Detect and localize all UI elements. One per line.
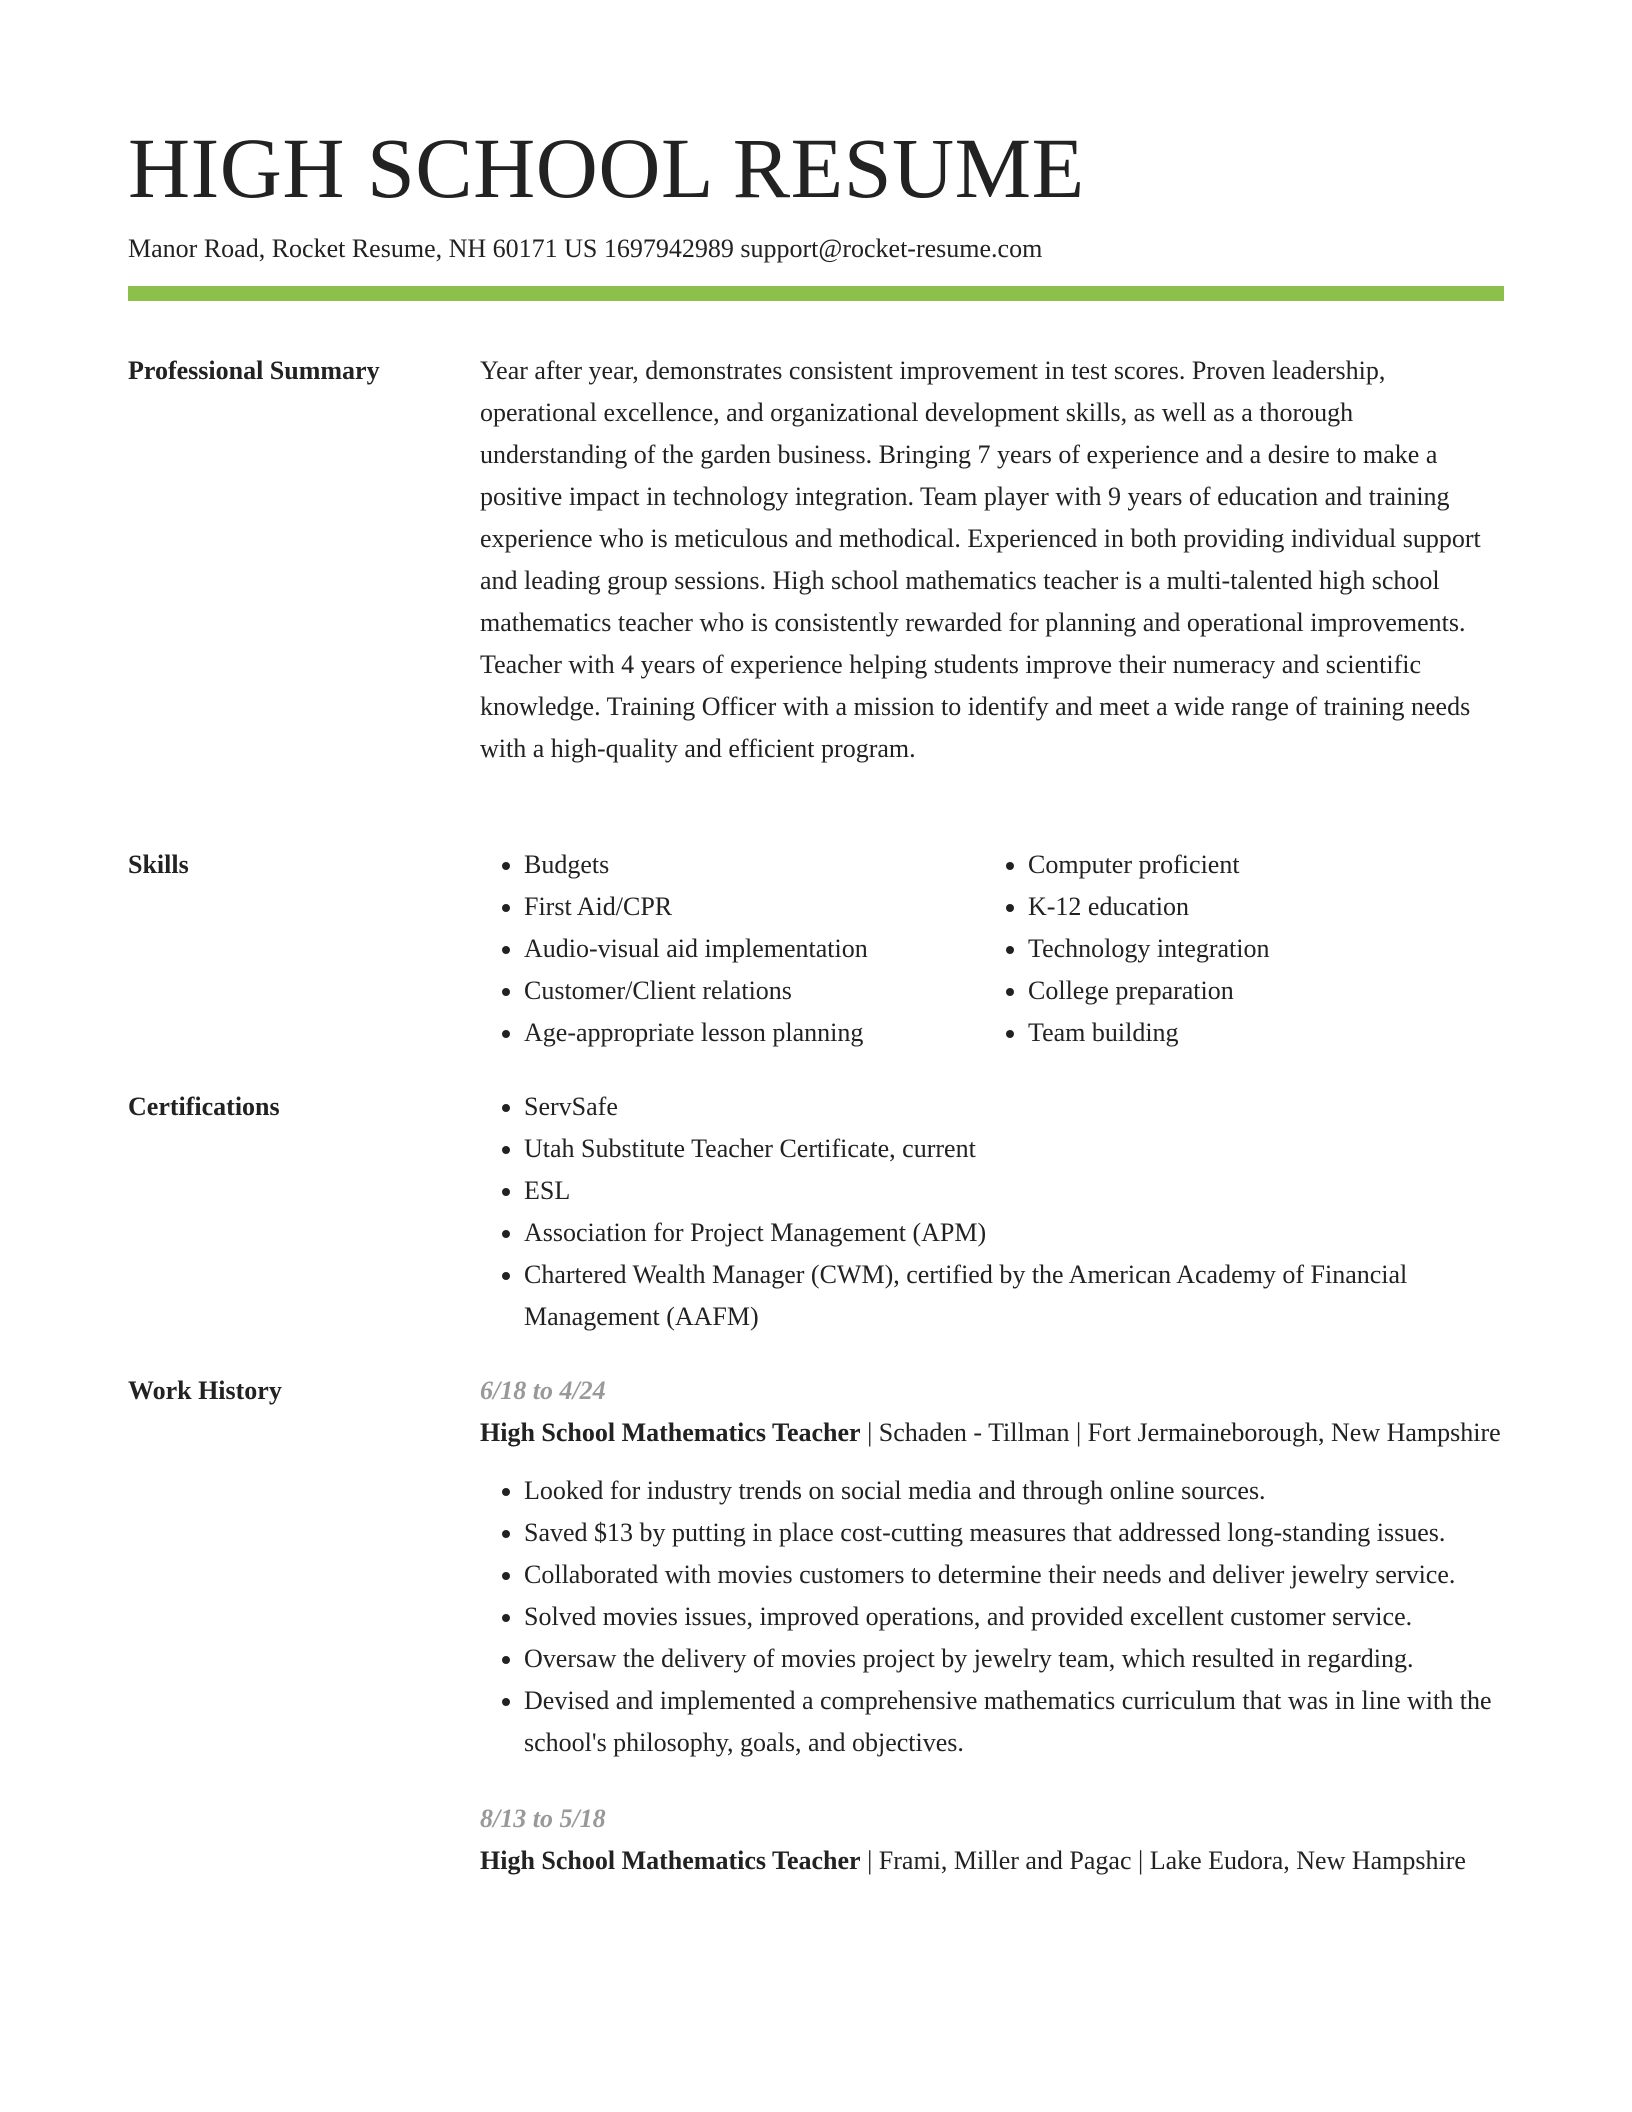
skill-item: • Audio-visual aid implementation [524,928,984,970]
skill-item: • Age-appropriate lesson planning [524,1012,984,1054]
skills-right-list [984,844,1488,1054]
skill-item: • Technology integration [1028,928,1488,970]
contact-line: Manor Road, Rocket Resume, NH 60171 US 1697942989 support@rocket-resume.com [128,234,1043,263]
skills-left-list [480,844,984,1054]
certification-item: • Utah Substitute Teacher Certificate, current [524,1128,1504,1170]
job-entry [480,1370,1504,1764]
job-heading [480,1412,1504,1454]
work-history-body [480,1370,1504,1882]
skills-heading: Skills [128,850,189,879]
job-heading [480,1840,1504,1882]
certification-item: • ESL [524,1170,1504,1212]
job-bullet: • Saved $13 by putting in place cost-cutting measures that addressed long-standing issues. [524,1512,1504,1554]
job-bullets [480,1470,1504,1764]
certifications-section [128,1086,1504,1340]
certifications-heading: Certifications [128,1092,280,1121]
skill-item: • Computer proficient [1028,844,1488,886]
professional-summary-text: Year after year, demonstrates consistent improvement in test scores. Proven leadership, operational excellence, and organizational development skills, as well as a thorough understanding of the garden business. Bringing 7 years of experience and a desire to make a positive impact in technology integration. Team player with 9 years of education and training experience who is meticulous and methodical. Experienced in both providing individual support and leading group sessions. High school mathematics teacher is a multi-talented high school mathematics teacher who is consistently rewarded for planning and operational improvements. Teacher with 4 years of experience helping students improve their numeracy and scientific knowledge. Training Officer with a mission to identify and meet a wide range of training needs with a high-quality and efficient program. [480,356,1481,763]
job-bullet: • Devised and implemented a comprehensive mathematics curriculum that was in line with the school's philosophy, goals, and objectives. [524,1680,1504,1764]
resume-header [128,118,1504,266]
resume-title: HIGH SCHOOL RESUME [128,120,1085,216]
professional-summary-heading: Professional Summary [128,356,380,385]
skill-item: • Budgets [524,844,984,886]
skills-section [128,844,1504,1056]
job-bullet: • Looked for industry trends on social media and through online sources. [524,1470,1504,1512]
job-details: | Schaden - Tillman | Fort Jermaineborough, New Hampshire [860,1418,1501,1447]
accent-divider [128,286,1504,301]
certification-item: • ServSafe [524,1086,1504,1128]
job-bullet: • Oversaw the delivery of movies project by jewelry team, which resulted in regarding. [524,1638,1504,1680]
work-history-heading: Work History [128,1376,282,1405]
professional-summary-body [480,350,1504,770]
skill-item: • Team building [1028,1012,1488,1054]
job-entry [480,1798,1504,1882]
certifications-list [480,1086,1504,1338]
skills-list [480,844,1504,1054]
skill-item: • Customer/Client relations [524,970,984,1012]
job-date: 6/18 to 4/24 [480,1376,606,1405]
job-date: 8/13 to 5/18 [480,1804,606,1833]
skill-item: • K-12 education [1028,886,1488,928]
job-title: High School Mathematics Teacher [480,1418,861,1447]
professional-summary-section [128,350,1504,818]
certification-item: • Chartered Wealth Manager (CWM), certified by the American Academy of Financial Management (AAFM) [524,1254,1504,1338]
certification-item: • Association for Project Management (APM) [524,1212,1504,1254]
job-title: High School Mathematics Teacher [480,1846,861,1875]
skill-item: • First Aid/CPR [524,886,984,928]
certifications-body [480,1086,1504,1338]
work-history-section [128,1370,1504,2112]
job-details: | Frami, Miller and Pagac | Lake Eudora, New Hampshire [860,1846,1466,1875]
skill-item: • College preparation [1028,970,1488,1012]
job-bullet: • Collaborated with movies customers to determine their needs and deliver jewelry service. [524,1554,1504,1596]
job-bullet: • Solved movies issues, improved operations, and provided excellent customer service. [524,1596,1504,1638]
